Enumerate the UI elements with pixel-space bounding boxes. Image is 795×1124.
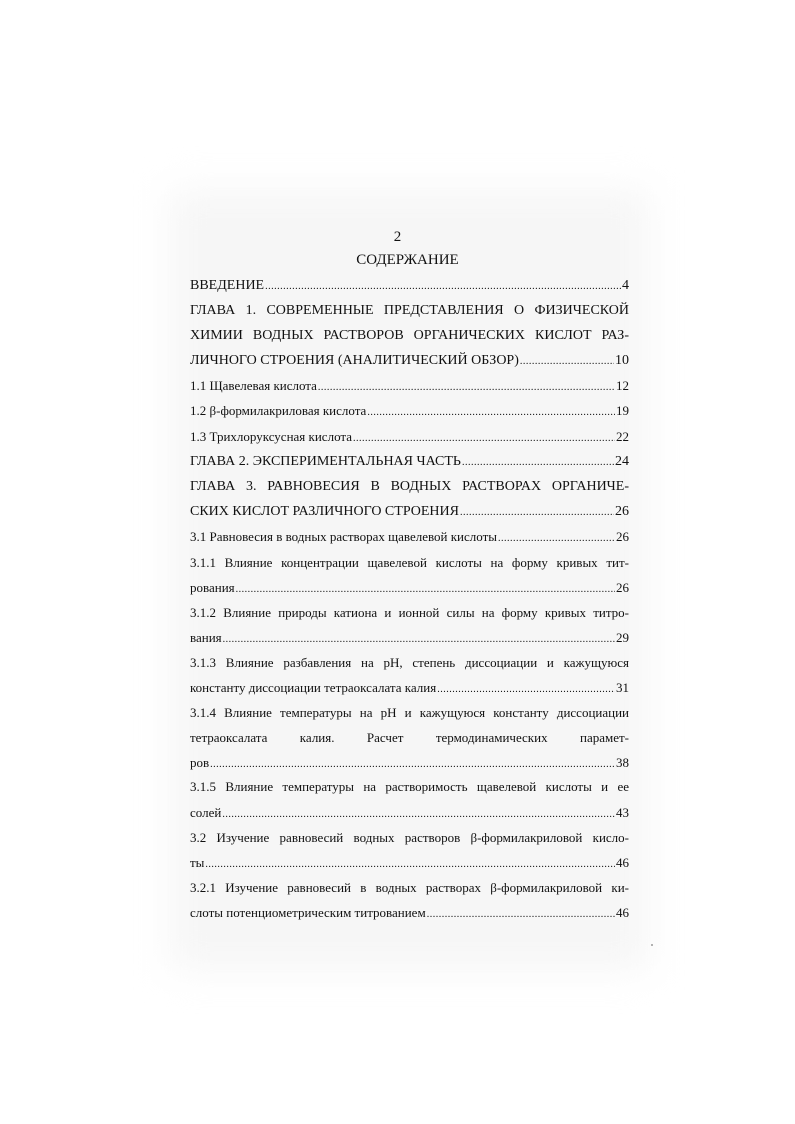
dot-leader (236, 580, 615, 598)
dot-leader (223, 630, 615, 648)
toc-entry-page: 4 (622, 278, 629, 293)
dot-leader (205, 855, 615, 873)
dot-leader (460, 503, 614, 522)
dot-leader (222, 805, 615, 823)
toc-entry-page: 19 (616, 403, 629, 418)
dot-leader (265, 277, 621, 296)
toc-entry-3-1 (190, 527, 629, 547)
toc-entry-page: 10 (615, 353, 629, 368)
toc-entry-3-2-1-line1: 3.2.1 Изучение равновесий в водных растворах β-формилакриловой ки- (190, 880, 629, 895)
toc-entry-3-1-1-line2 (190, 578, 629, 598)
toc-entry-page: 22 (616, 429, 629, 444)
toc-entry-chapter3-line2 (190, 502, 629, 522)
toc-entry-title: рования (190, 580, 235, 595)
toc-entry-title: 3.1 Равновесия в водных растворах щавелевой кислоты (190, 529, 498, 544)
toc-entry-page: 46 (616, 855, 629, 870)
toc-entry-3-2-1-line2 (190, 903, 629, 923)
toc-entry-3-1-1-line1: 3.1.1 Влияние концентрации щавелевой кислоты на форму кривых тит- (190, 555, 629, 570)
toc-entry-title: ЛИЧНОГО СТРОЕНИЯ (АНАЛИТИЧЕСКИЙ ОБЗОР) (190, 353, 519, 368)
toc-entry-title: СКИХ КИСЛОТ РАЗЛИЧНОГО СТРОЕНИЯ (190, 504, 459, 519)
toc-entry-3-2-line2 (190, 853, 629, 873)
toc-entry-3-1-5-line1: 3.1.5 Влияние температуры на растворимость щавелевой кислоты и ее (190, 779, 629, 794)
toc-entry-page: 46 (616, 905, 629, 920)
toc-entry-title: слоты потенциометрическим титрованием (190, 905, 426, 920)
toc-entry-title: 1.1 Щавелевая кислота (190, 378, 317, 393)
toc-entry-page: 31 (616, 680, 629, 695)
toc-entry-chapter3-line1: ГЛАВА 3. РАВНОВЕСИЯ В ВОДНЫХ РАСТВОРАХ ОРГАНИЧЕ- (190, 479, 629, 494)
toc-entry-3-2-line1: 3.2 Изучение равновесий водных растворов β-формилакриловой кисло- (190, 830, 629, 845)
page-number: 2 (393, 229, 402, 245)
toc-entry-chapter1-line3 (190, 351, 629, 371)
toc-entry-title: константу диссоциации тетраоксалата калия (190, 680, 437, 695)
toc-entry-page: 24 (615, 454, 629, 469)
page-title: СОДЕРЖАНИЕ (356, 252, 459, 268)
dot-leader (367, 403, 615, 421)
dot-leader (318, 378, 615, 396)
toc-entry-introduction (190, 276, 629, 296)
dot-leader (437, 680, 615, 698)
toc-entry-3-1-3-line1: 3.1.3 Влияние разбавления на pH, степень диссоциации и кажущуюся (190, 655, 629, 670)
toc-entry-page: 43 (616, 805, 629, 820)
toc-entry-3-1-5-line2 (190, 803, 629, 823)
toc-entry-title: солей (190, 805, 222, 820)
toc-entry-title: 1.3 Трихлоруксусная кислота (190, 429, 353, 444)
toc-entry-3-1-2-line2 (190, 628, 629, 648)
toc-entry-title: ров (190, 755, 210, 770)
toc-entry-3-1-4-line1: 3.1.4 Влияние температуры на pH и кажущуюся константу диссоциации (190, 705, 629, 720)
dot-leader (427, 905, 615, 923)
toc-entry-title: вания (190, 630, 222, 645)
toc-entry-1-3 (190, 427, 629, 447)
toc-entry-chapter1-line1: ГЛАВА 1. СОВРЕМЕННЫЕ ПРЕДСТАВЛЕНИЯ О ФИЗИЧЕСКОЙ (190, 303, 629, 318)
dot-leader (498, 529, 615, 547)
toc-entry-chapter2 (190, 452, 629, 472)
toc-entry-page: 26 (616, 529, 629, 544)
toc-entry-title: 1.2 β-формилакриловая кислота (190, 403, 367, 418)
scan-speck (651, 944, 653, 946)
toc-entry-chapter1-line2: ХИМИИ ВОДНЫХ РАСТВОРОВ ОРГАНИЧЕСКИХ КИСЛОТ РАЗ- (190, 328, 629, 343)
toc-entry-1-1 (190, 376, 629, 396)
toc-entry-1-2 (190, 401, 629, 421)
toc-entry-3-1-4-line3 (190, 753, 629, 773)
toc-entry-page: 29 (616, 630, 629, 645)
toc-entry-title: ты (190, 855, 205, 870)
dot-leader (520, 352, 614, 371)
toc-entry-3-1-4-line2: тетраоксалата калия. Расчет термодинамических парамет- (190, 730, 629, 745)
dot-leader (353, 429, 615, 447)
toc-entry-page: 38 (616, 755, 629, 770)
toc-entry-page: 26 (615, 504, 629, 519)
toc-entry-3-1-2-line1: 3.1.2 Влияние природы катиона и ионной силы на форму кривых титро- (190, 605, 629, 620)
dot-leader (462, 453, 614, 472)
toc-entry-page: 26 (616, 580, 629, 595)
toc-entry-3-1-3-line2 (190, 678, 629, 698)
dot-leader (210, 755, 615, 773)
toc-entry-page: 12 (616, 378, 629, 393)
toc-entry-title: ВВЕДЕНИЕ (190, 278, 265, 293)
toc-entry-title: ГЛАВА 2. ЭКСПЕРИМЕНТАЛЬНАЯ ЧАСТЬ (190, 454, 461, 469)
